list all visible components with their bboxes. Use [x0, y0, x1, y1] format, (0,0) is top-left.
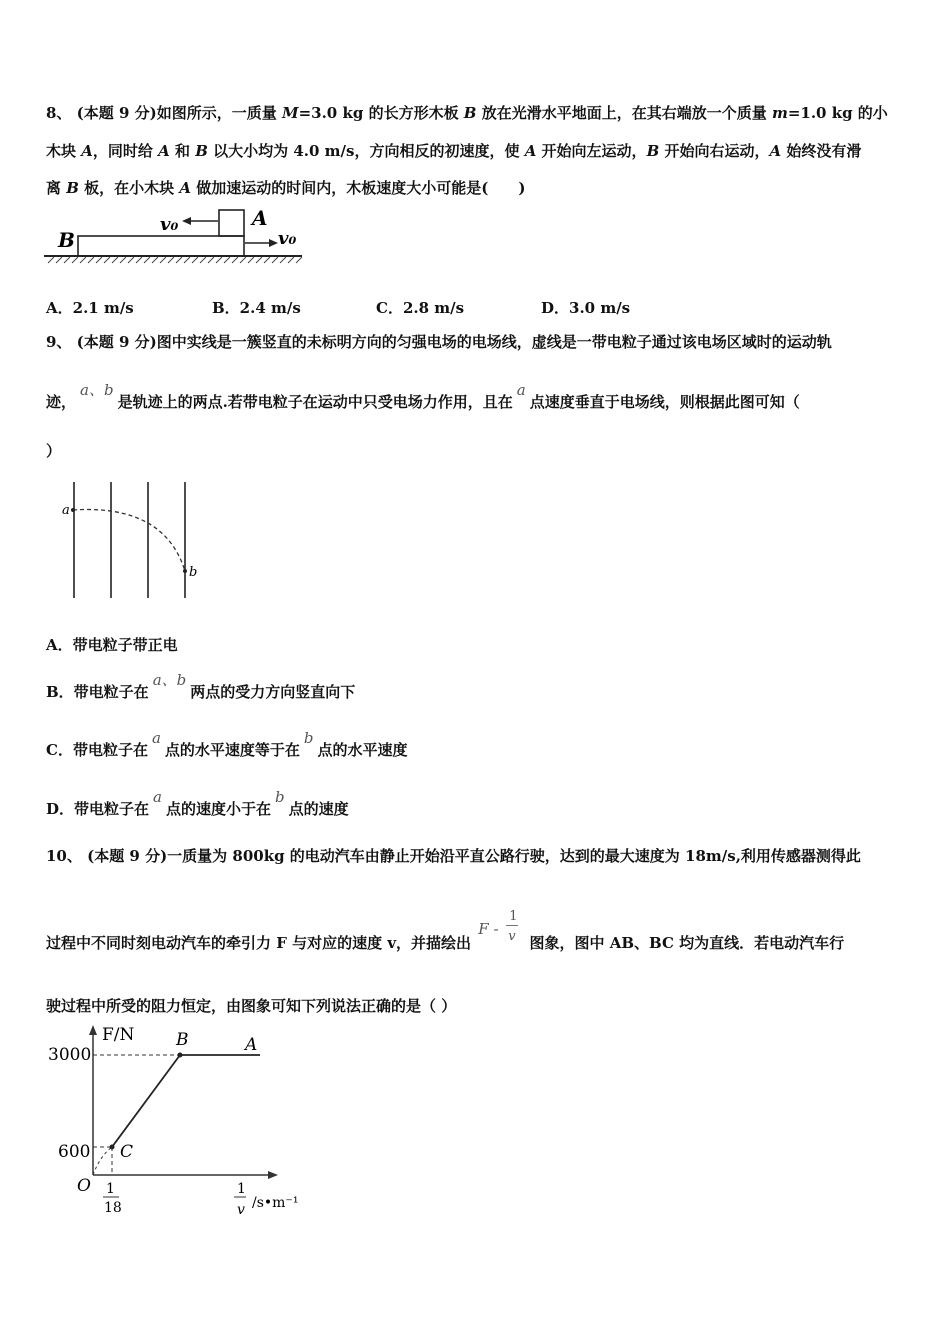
q10-line-1: 10、 (本题 9 分)一质量为 800kg 的电动汽车由静止开始沿平直公路行驶，达到的最大速度为 18m/s,利用传感器测得此 [46, 847, 861, 865]
origin-label: O [77, 1176, 91, 1196]
arrow-right-head [269, 239, 278, 247]
point-a [71, 508, 75, 512]
label-b: b [189, 565, 198, 580]
q8-option-b[interactable]: B．2.4 m/s [212, 299, 301, 317]
q9-line-3: ） [46, 442, 62, 460]
label-a: a [62, 503, 70, 518]
q9-line-2: 迹，a、b是轨迹上的两点.若带电粒子在运动中只受电场力作用，且在a点速度垂直于电场线，则根据此图可知（ [46, 381, 800, 411]
q8-option-a[interactable]: A．2.1 m/s [46, 299, 134, 317]
y-axis-label: F/N [102, 1025, 135, 1045]
trajectory [73, 510, 185, 571]
label-A: A [252, 206, 268, 230]
svg-text:/s•m⁻¹: /s•m⁻¹ [252, 1195, 299, 1211]
label-point-A: A [245, 1035, 258, 1055]
q9-option-a[interactable]: A．带电粒子带正电 [46, 636, 178, 654]
y-tick-3000: 3000 [48, 1045, 92, 1065]
v0-left-label: v₀ [160, 214, 179, 235]
label-point-C: C [120, 1142, 134, 1162]
q8-option-d[interactable]: D．3.0 m/s [541, 299, 631, 317]
label-B: B [58, 228, 75, 252]
q8-line-3: 离 B 板，在小木块 A 做加速运动的时间内，木板速度大小可能是( ) [46, 179, 526, 197]
q8-option-c[interactable]: C．2.8 m/s [376, 299, 465, 317]
q8-line-2: 木块 A，同时给 A 和 B 以大小均为 4.0 m/s，方向相反的初速度，使 A 开始向左运动，B 开始向右运动，A 始终没有滑 [46, 142, 862, 160]
x-tick-1-18 [103, 1181, 122, 1216]
q8-line-1: 8、 (本题 9 分)如图所示，一质量 M=3.0 kg 的长方形木板 B 放在光滑水平地面上，在其右端放一个质量 m=1.0 kg 的小 [46, 104, 888, 122]
v0-right-label: v₀ [278, 228, 297, 249]
q8-board-block-figure [44, 203, 306, 269]
x-axis-arrow [268, 1171, 278, 1179]
svg-text:1: 1 [237, 1181, 246, 1197]
x-axis-label [234, 1181, 298, 1218]
f-inverse-v-expression: F - 1 v [478, 909, 518, 944]
fraction-bar [506, 925, 518, 926]
y-tick-600: 600 [58, 1142, 91, 1162]
curve-o-c [93, 1147, 112, 1175]
point-B [178, 1053, 183, 1058]
q10-line-3: 驶过程中所受的阻力恒定，由图象可知下列说法正确的是（ ） [46, 997, 457, 1015]
q10-line-2: 过程中不同时刻电动汽车的牵引力 F 与对应的速度 v，并描绘出 F - 1 v 图象，图中 AB、BC 均为直线．若电动汽车行 [46, 909, 845, 952]
y-axis-arrow [89, 1025, 97, 1035]
block-A [219, 210, 244, 236]
q9-option-c[interactable]: C．带电粒子在a点的水平速度等于在b点的水平速度 [46, 729, 408, 759]
q9-option-b[interactable]: B．带电粒子在a、b两点的受力方向竖直向下 [46, 671, 356, 701]
q9-field-figure [56, 478, 206, 602]
q10-force-graph [40, 1020, 320, 1226]
q9-line-1: 9、 (本题 9 分)图中实线是一簇竖直的未标明方向的匀强电场的电场线，虚线是一带电粒子通过该电场区域时的运动轨 [46, 333, 832, 351]
board-B [78, 236, 244, 256]
segment-bc [112, 1055, 180, 1147]
svg-text:1: 1 [106, 1181, 115, 1197]
label-point-B: B [176, 1030, 189, 1050]
svg-text:18: 18 [104, 1200, 122, 1216]
arrow-left-head [182, 217, 191, 225]
point-C [110, 1145, 115, 1150]
q9-option-d[interactable]: D．带电粒子在a点的速度小于在b点的速度 [46, 788, 349, 818]
ground-hatching [48, 257, 302, 263]
point-b [183, 569, 187, 573]
svg-text:v: v [237, 1202, 245, 1218]
